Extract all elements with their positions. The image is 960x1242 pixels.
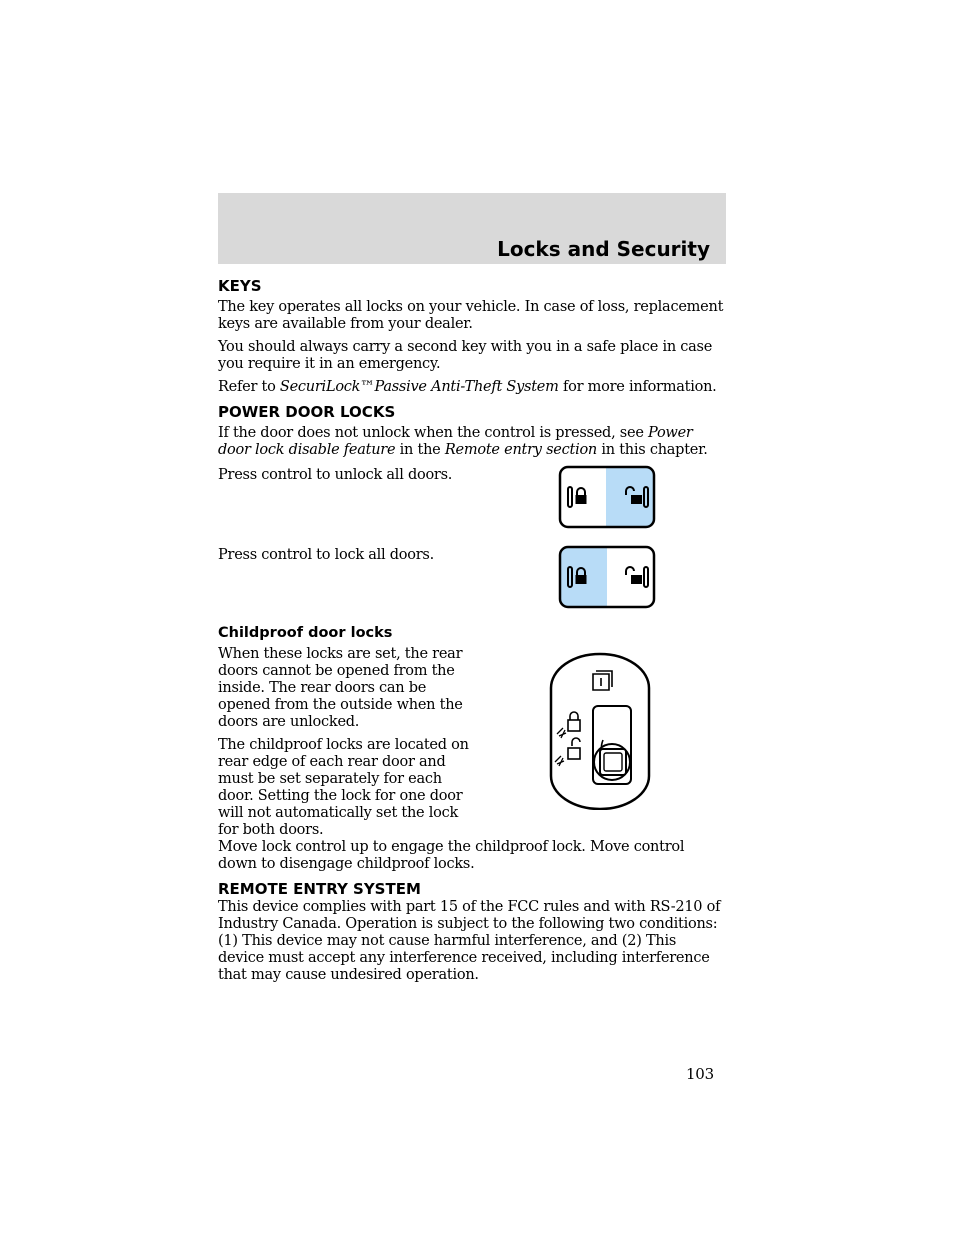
lock-open-icon <box>626 567 648 587</box>
lock-instruction: Press control to lock all doors. <box>218 547 434 563</box>
lock-switch-diagram <box>558 545 656 609</box>
childproof-text <box>218 646 470 839</box>
intro-mid: in the <box>395 442 445 458</box>
child-unlocked-icon <box>555 738 580 766</box>
childproof-paragraph-3: Move lock control up to engage the childproof lock. Move control down to disengage childproof locks. <box>218 839 685 872</box>
unlock-instruction: Press control to unlock all doors. <box>218 467 453 483</box>
keys-ref-prefix: Refer to <box>218 379 280 395</box>
keys-paragraph-1: The key operates all locks on your vehicle. In case of loss, replacement keys are available from your dealer. <box>218 299 724 332</box>
lock-closed-icon <box>568 487 587 507</box>
child-locked-icon <box>557 712 580 738</box>
keys-ref-suffix: for more information. <box>558 379 717 395</box>
childproof-lock-diagram <box>549 652 651 810</box>
door-edge-outline <box>551 654 649 809</box>
page-content <box>218 276 726 990</box>
intro-prefix: If the door does not unlock when the control is pressed, see <box>218 425 649 441</box>
remote-entry-paragraph: This device complies with part 15 of the FCC rules and with RS-210 of Industry Canada. Operation is subject to the following two conditions: (1) This device may not cause harmful interference, and (2) This device must accept any interference received, including interference that may cause undesired operation. <box>218 899 721 983</box>
unlock-switch-diagram <box>558 465 656 529</box>
childproof-paragraph-1: When these locks are set, the rear doors cannot be opened from the inside. The rear doors can be opened from the outside when the doors are unlocked. <box>218 646 463 730</box>
switch-body <box>599 547 607 607</box>
page-number: 103 <box>686 1065 714 1083</box>
keys-paragraph-3 <box>218 379 726 396</box>
child-lock-book-icon <box>593 671 612 690</box>
lock-row <box>218 547 726 609</box>
childproof-paragraph-2: The childproof locks are located on rear edge of each rear door and must be set separately for each door. Setting the lock for one door will not automatically set the lock for both doors. <box>218 737 469 838</box>
unlock-row <box>218 467 726 529</box>
keys-heading: KEYS <box>218 277 262 295</box>
disable-feature-reference: Power door lock disable feature <box>218 425 693 458</box>
securilock-reference: SecuriLock™Passive Anti-Theft System <box>279 379 559 395</box>
power-locks-intro <box>218 425 726 459</box>
intro-suffix: in this chapter. <box>597 442 708 458</box>
switch-body <box>606 467 614 527</box>
section-header-band <box>218 193 726 264</box>
childproof-section <box>218 646 726 839</box>
keys-paragraph-2: You should always carry a second key with you in a safe place in case you require it in an emergency. <box>218 339 713 372</box>
power-door-locks-heading: POWER DOOR LOCKS <box>218 403 396 421</box>
remote-entry-heading: REMOTE ENTRY SYSTEM <box>218 880 421 898</box>
section-title: Locks and Security <box>497 237 710 261</box>
remote-entry-reference: Remote entry section <box>444 442 598 458</box>
childproof-heading: Childproof door locks <box>218 625 393 641</box>
